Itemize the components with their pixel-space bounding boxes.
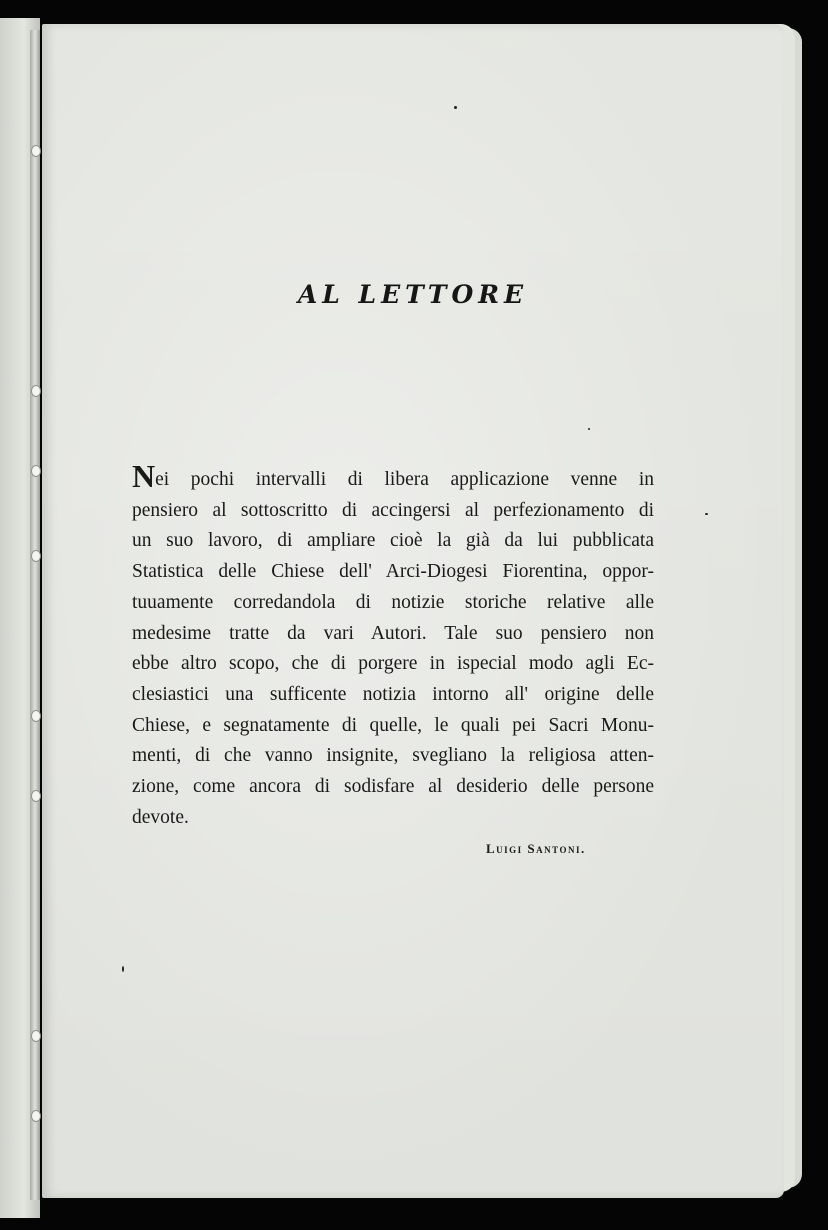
paragraph-line: clesiastici una sufficente notizia intorno all' origine delle xyxy=(132,683,654,705)
book-page xyxy=(42,24,784,1198)
paragraph-line: medesime tratte da vari Autori. Tale suo pensiero non xyxy=(132,622,654,644)
binding-stitch xyxy=(31,385,41,397)
binding-stitch xyxy=(31,145,41,157)
paragraph-line: pensiero al sottoscritto di accingersi al perfezionamento di xyxy=(132,499,654,521)
paragraph-line: menti, di che vanno insignite, svegliano la religiosa atten- xyxy=(132,745,654,767)
binding-stitch xyxy=(31,790,41,802)
book-binding xyxy=(30,30,40,1200)
binding-stitch xyxy=(31,710,41,722)
paragraph-line: Chiese, e segnatamente di quelle, le quali pei Sacri Monu- xyxy=(132,714,654,736)
author-signature: Luigi Santoni. xyxy=(486,841,586,856)
binding-stitch xyxy=(31,1030,41,1042)
paper-speck xyxy=(705,513,708,515)
paragraph-line: Statistica delle Chiese dell' Arci-Diogesi Fiorentina, oppor- xyxy=(132,561,654,583)
paragraph-line: zione, come ancora di sodisfare al desiderio delle persone xyxy=(132,776,654,798)
first-line-text: ei pochi intervalli di libera applicazione venne in xyxy=(155,469,654,490)
paragraph-line xyxy=(132,458,654,496)
binding-stitch xyxy=(31,465,41,477)
paragraph-line: tuuamente corredandola di notizie storiche relative alle xyxy=(132,591,654,613)
paper-speck xyxy=(454,106,457,109)
paper-speck xyxy=(588,428,590,430)
binding-stitch xyxy=(31,1110,41,1122)
page-heading: AL LETTORE xyxy=(297,280,529,309)
paper-speck xyxy=(122,966,124,972)
paragraph-line: devote. xyxy=(132,806,189,828)
preface-paragraph xyxy=(132,458,654,833)
paragraph-line: ebbe altro scopo, che di porgere in ispecial modo agli Ec- xyxy=(132,653,654,675)
drop-cap: N xyxy=(132,458,156,494)
binding-stitch xyxy=(31,550,41,562)
paragraph-line: un suo lavoro, di ampliare cioè la già da lui pubblicata xyxy=(132,530,654,552)
